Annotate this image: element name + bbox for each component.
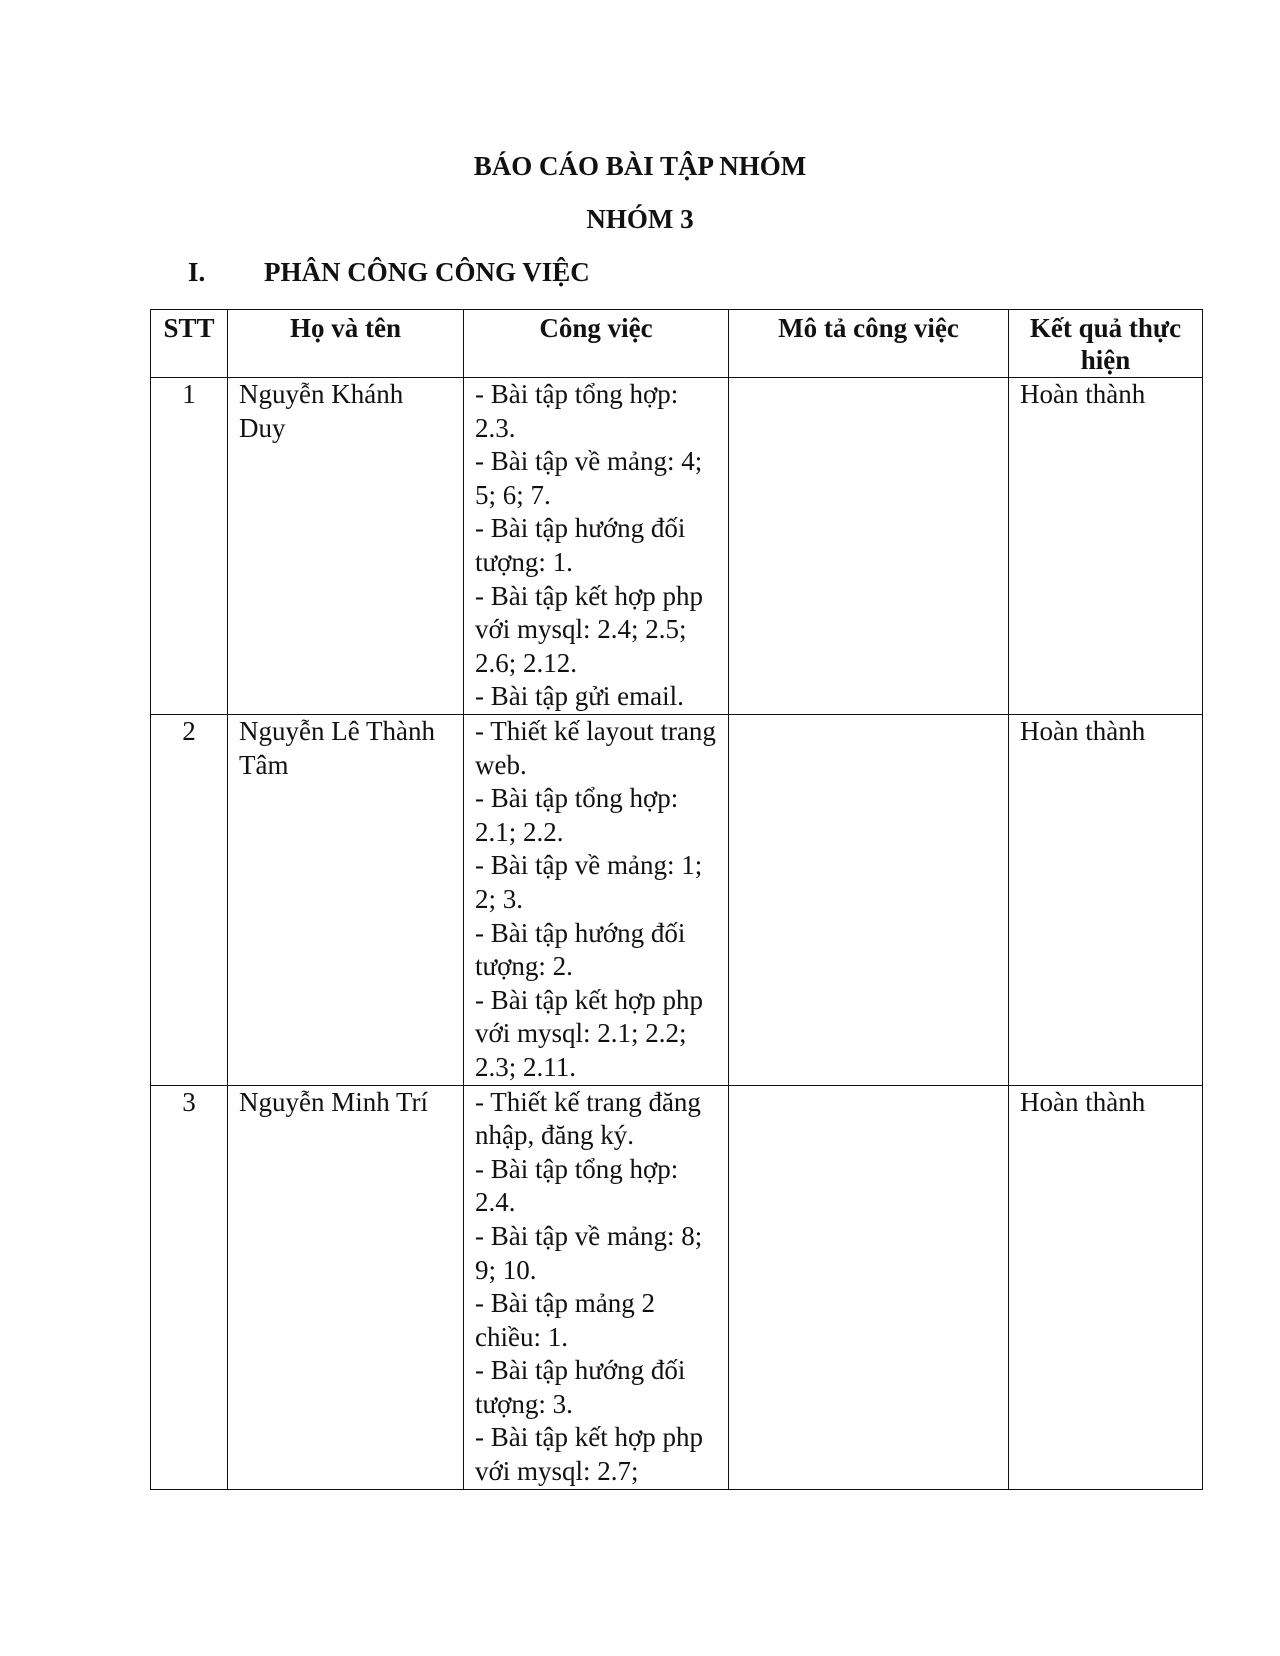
- cell-description: [729, 1085, 1009, 1489]
- cell-name: Nguyễn Khánh Duy: [228, 378, 464, 715]
- task-item: - Bài tập về mảng: 8; 9; 10.: [475, 1220, 703, 1285]
- table-row: [151, 715, 1203, 1086]
- task-item: - Bài tập kết hợp php với mysql: 2.4; 2.5; 2.6; 2.12.: [475, 580, 703, 678]
- task-item: - Bài tập mảng 2 chiều: 1.: [475, 1288, 655, 1352]
- task-item: - Bài tập gửi email.: [475, 681, 684, 712]
- task-item: - Bài tập về mảng: 1; 2; 3.: [475, 850, 703, 914]
- header-name: Họ và tên: [228, 310, 464, 378]
- task-item: - Thiết kế layout trang web.: [475, 716, 716, 780]
- cell-stt: 3: [151, 1085, 228, 1489]
- task-item: - Thiết kế trang đăng nhập, đăng ký.: [475, 1086, 701, 1151]
- cell-tasks: [464, 378, 729, 715]
- table-row: [151, 1085, 1203, 1489]
- cell-result: Hoàn thành: [1009, 378, 1203, 715]
- section-title: PHÂN CÔNG CÔNG VIỆC: [264, 257, 590, 287]
- cell-stt: 2: [151, 715, 228, 1086]
- task-item: - Bài tập kết hợp php với mysql: 2.7;: [475, 1422, 703, 1487]
- cell-result: Hoàn thành: [1009, 1085, 1203, 1489]
- cell-stt: 1: [151, 378, 228, 715]
- header-tasks: Công việc: [464, 310, 729, 378]
- document-title: BÁO CÁO BÀI TẬP NHÓM: [473, 151, 807, 181]
- cell-name: Nguyễn Minh Trí: [228, 1085, 464, 1489]
- section-number: I.: [188, 257, 206, 287]
- task-item: - Bài tập hướng đối tượng: 1.: [475, 513, 686, 577]
- header-result: Kết quả thực hiện: [1009, 310, 1203, 378]
- task-item: - Bài tập hướng đối tượng: 3.: [475, 1355, 686, 1419]
- document-subtitle: NHÓM 3: [586, 204, 694, 234]
- cell-name: Nguyễn Lê Thành Tâm: [228, 715, 464, 1086]
- table-row: [151, 378, 1203, 715]
- task-item: - Bài tập tổng hợp: 2.3.: [475, 379, 679, 443]
- section-heading: [188, 256, 590, 288]
- cell-result: Hoàn thành: [1009, 715, 1203, 1086]
- task-item: - Bài tập tổng hợp: 2.1; 2.2.: [475, 783, 679, 847]
- cell-tasks: [464, 1085, 729, 1489]
- header-stt: STT: [151, 310, 228, 378]
- task-item: - Bài tập về mảng: 4; 5; 6; 7.: [475, 446, 703, 510]
- table-header-row: [151, 310, 1203, 378]
- task-item: - Bài tập kết hợp php với mysql: 2.1; 2.2; 2.3; 2.11.: [475, 984, 703, 1082]
- header-description: Mô tả công việc: [729, 310, 1009, 378]
- cell-description: [729, 378, 1009, 715]
- task-item: - Bài tập tổng hợp: 2.4.: [475, 1153, 679, 1218]
- cell-tasks: [464, 715, 729, 1086]
- task-item: - Bài tập hướng đối tượng: 2.: [475, 917, 686, 982]
- assignment-table: [150, 309, 1203, 1490]
- cell-description: [729, 715, 1009, 1086]
